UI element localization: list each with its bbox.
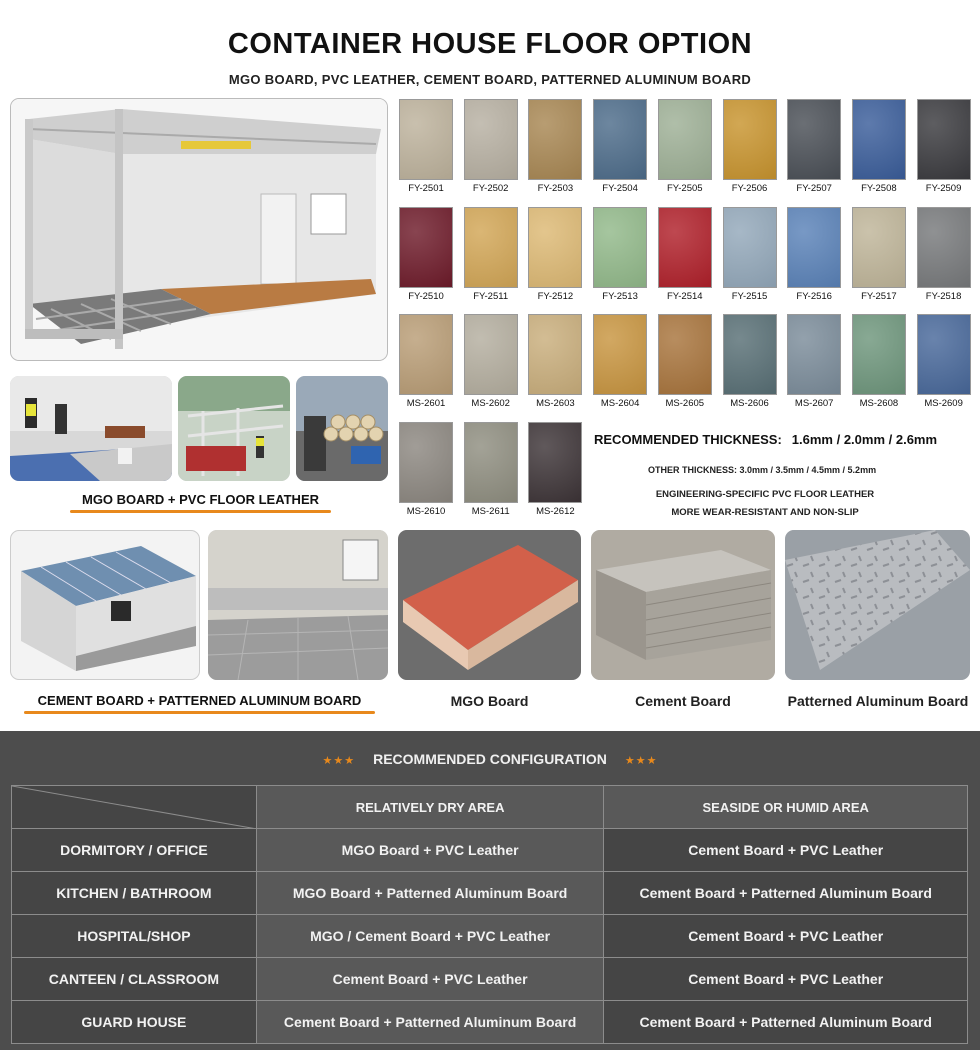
thickness-value: 1.6mm / 2.0mm / 2.6mm — [791, 432, 938, 447]
table-row — [12, 915, 968, 958]
floor-swatch — [723, 99, 777, 180]
floor-swatch — [528, 422, 582, 503]
configuration-title: RECOMMENDED CONFIGURATION — [373, 751, 607, 767]
engineering-line-2: MORE WEAR-RESISTANT AND NON-SLIP — [671, 507, 859, 518]
swatch-code: MS-2609 — [924, 398, 963, 409]
floor-swatch — [464, 422, 518, 503]
area-cell: DORMITORY / OFFICE — [12, 829, 257, 872]
cement-alu-caption-text: CEMENT BOARD + PATTERNED ALUMINUM BOARD — [37, 693, 362, 708]
aluminum-kitchen-illustration — [208, 530, 388, 680]
stars-right: ★★★ — [624, 755, 658, 767]
pvc-rolls-illustration — [296, 376, 388, 481]
floor-swatch — [528, 207, 582, 288]
configuration-table — [11, 785, 968, 1044]
floor-swatch — [399, 314, 453, 395]
area-cell: GUARD HOUSE — [12, 1001, 257, 1044]
swatch-code: FY-2511 — [473, 290, 509, 302]
aluminum-board-illustration — [785, 530, 970, 680]
floor-swatch — [787, 99, 841, 180]
floor-swatch — [399, 422, 453, 503]
swatch-code: FY-2512 — [537, 290, 574, 302]
column-humid-area: SEASIDE OR HUMID AREA — [604, 786, 968, 829]
swatch-code: FY-2504 — [602, 183, 638, 194]
swatch-code: MS-2610 — [406, 505, 446, 517]
cement-container-illustration — [11, 531, 200, 680]
container-house-illustration — [11, 99, 388, 361]
cement-container-photo — [10, 530, 200, 680]
floor-swatch — [464, 314, 518, 395]
swatch-code: FY-2516 — [796, 290, 832, 302]
floor-swatch — [464, 99, 518, 180]
swatch-code: FY-2510 — [408, 290, 444, 302]
floor-swatch — [787, 207, 841, 288]
mgo-board-photo — [398, 530, 581, 680]
table-row — [12, 829, 968, 872]
floor-swatch — [787, 314, 841, 395]
area-cell: HOSPITAL/SHOP — [12, 915, 257, 958]
stars-left: ★★★ — [322, 755, 356, 767]
page-subtitle: MGO BOARD, PVC LEATHER, CEMENT BOARD, PATTERNED ALUMINUM BOARD — [228, 72, 752, 87]
cement-board-illustration — [591, 530, 775, 680]
floor-swatch — [528, 314, 582, 395]
floor-swatch — [528, 99, 582, 180]
humid-cell: Cement Board + PVC Leather — [604, 958, 968, 1001]
cement-board-photo — [591, 530, 775, 680]
swatch-code: FY-2506 — [731, 183, 768, 194]
column-dry-area: RELATIVELY DRY AREA — [256, 786, 604, 829]
corner-cell — [12, 786, 257, 829]
mgo-board-illustration — [398, 530, 581, 680]
floor-swatch — [852, 207, 906, 288]
floor-swatch — [593, 207, 647, 288]
dry-cell: Cement Board + PVC Leather — [256, 958, 604, 1001]
diagonal-line — [12, 786, 257, 829]
swatch-code: MS-2608 — [859, 398, 899, 409]
aluminum-board-caption: Patterned Aluminum Board — [787, 693, 969, 709]
floor-swatch — [658, 99, 712, 180]
floor-swatch — [593, 99, 647, 180]
swatch-code: FY-2501 — [408, 183, 444, 194]
cement-board-caption: Cement Board — [635, 693, 731, 709]
swatch-code: FY-2507 — [796, 183, 832, 194]
floor-swatch — [723, 207, 777, 288]
swatch-code: MS-2606 — [730, 398, 769, 409]
floor-swatch — [917, 314, 971, 395]
engineering-line-1: ENGINEERING-SPECIFIC PVC FLOOR LEATHER — [655, 489, 875, 500]
humid-cell: Cement Board + Patterned Aluminum Board — [604, 1001, 968, 1044]
swatch-code: FY-2508 — [861, 183, 897, 194]
configuration-heading — [0, 751, 980, 767]
floor-swatch — [593, 314, 647, 395]
aluminum-board-photo — [785, 530, 970, 680]
caption-underline — [70, 510, 331, 513]
floor-swatch — [852, 99, 906, 180]
swatch-code: FY-2513 — [602, 290, 638, 302]
swatch-code: FY-2503 — [537, 183, 574, 194]
recommended-configuration-section — [0, 731, 980, 1050]
swatch-code: FY-2502 — [472, 183, 509, 194]
floor-swatch — [464, 207, 518, 288]
dry-cell: MGO Board + PVC Leather — [256, 829, 604, 872]
swatch-code: MS-2611 — [471, 505, 510, 517]
mgo-pvc-caption-text: MGO BOARD + PVC FLOOR LEATHER — [81, 492, 319, 507]
cement-alu-caption — [32, 693, 367, 708]
floor-swatch — [399, 99, 453, 180]
frame-assembly-photo — [178, 376, 290, 481]
table-row — [12, 1001, 968, 1044]
swatch-code: MS-2607 — [794, 398, 834, 409]
swatch-code: MS-2605 — [665, 398, 705, 409]
area-cell: KITCHEN / BATHROOM — [12, 872, 257, 915]
swatch-code: FY-2515 — [731, 290, 768, 302]
dry-cell: MGO / Cement Board + PVC Leather — [256, 915, 604, 958]
pvc-installation-illustration — [10, 376, 172, 481]
swatch-code: FY-2509 — [925, 183, 962, 194]
humid-cell: Cement Board + Patterned Aluminum Board — [604, 872, 968, 915]
humid-cell: Cement Board + PVC Leather — [604, 829, 968, 872]
floor-swatch — [658, 207, 712, 288]
swatch-code: FY-2518 — [925, 290, 962, 302]
aluminum-kitchen-photo — [208, 530, 388, 680]
swatch-code: FY-2517 — [861, 290, 897, 302]
dry-cell: MGO Board + Patterned Aluminum Board — [256, 872, 604, 915]
recommended-thickness — [594, 432, 937, 447]
caption-underline — [24, 711, 375, 714]
floor-swatch — [399, 207, 453, 288]
humid-cell: Cement Board + PVC Leather — [604, 915, 968, 958]
pvc-rolls-photo — [296, 376, 388, 481]
swatch-code: MS-2601 — [406, 398, 446, 409]
table-row — [12, 958, 968, 1001]
swatch-code: MS-2604 — [600, 398, 640, 409]
swatch-code: FY-2505 — [667, 183, 703, 194]
dry-cell: Cement Board + Patterned Aluminum Board — [256, 1001, 604, 1044]
table-row — [12, 872, 968, 915]
floor-swatch — [917, 99, 971, 180]
table-header-row — [12, 786, 968, 829]
container-house-photo — [10, 98, 388, 361]
thickness-label: RECOMMENDED THICKNESS: — [594, 432, 782, 447]
floor-swatch — [852, 314, 906, 395]
other-thickness: OTHER THICKNESS: 3.0mm / 3.5mm / 4.5mm / 5.2mm — [648, 465, 877, 475]
swatch-code: MS-2603 — [536, 398, 575, 409]
area-cell: CANTEEN / CLASSROOM — [12, 958, 257, 1001]
frame-assembly-illustration — [178, 376, 290, 481]
floor-swatch — [658, 314, 712, 395]
mgo-board-caption: MGO Board — [450, 693, 529, 709]
mgo-pvc-caption — [78, 492, 323, 507]
swatch-code: FY-2514 — [667, 290, 703, 302]
floor-swatch — [917, 207, 971, 288]
swatch-code: MS-2612 — [536, 505, 575, 517]
pvc-installation-photo — [10, 376, 172, 481]
swatch-code: MS-2602 — [471, 398, 510, 409]
page-title: CONTAINER HOUSE FLOOR OPTION — [227, 28, 753, 60]
floor-swatch — [723, 314, 777, 395]
